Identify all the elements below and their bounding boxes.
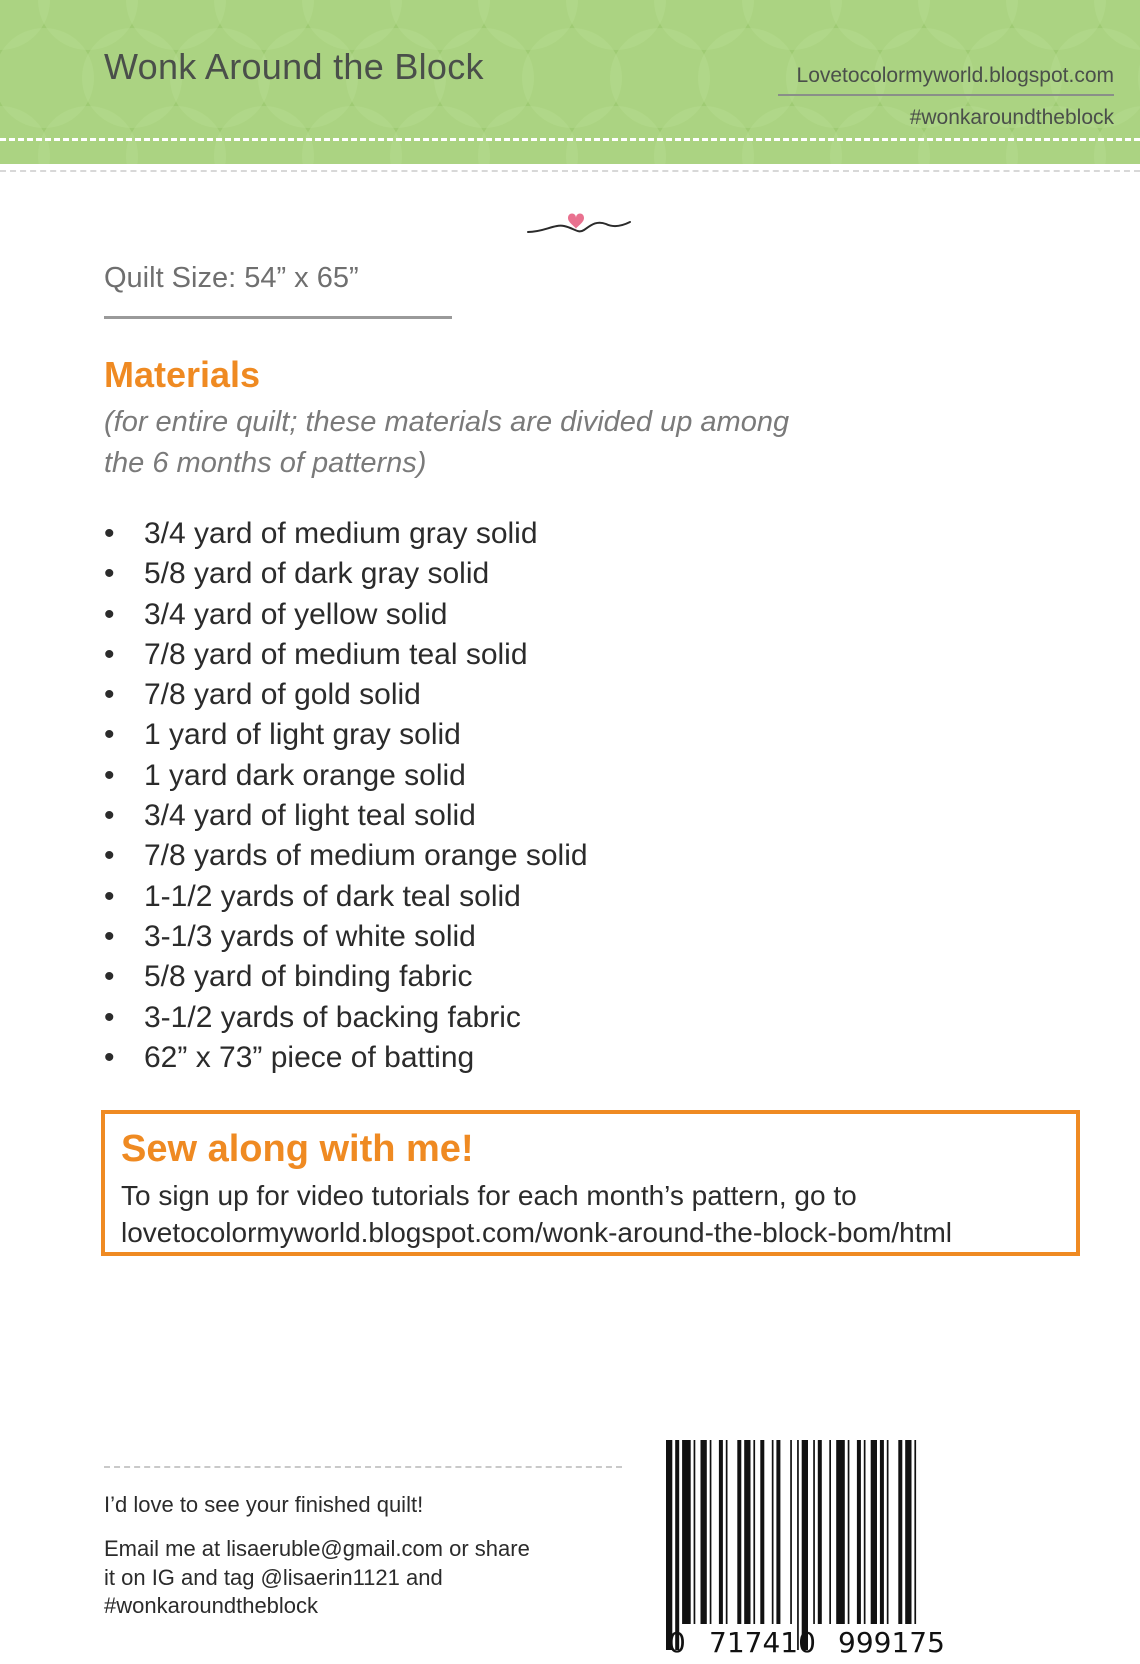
material-item-text: 7/8 yard of gold solid [144, 678, 421, 712]
material-item [104, 796, 588, 836]
barcode-bar [737, 1440, 741, 1624]
barcode-bar [753, 1440, 755, 1624]
bullet-icon: • [104, 557, 115, 591]
material-item [104, 635, 588, 675]
heart-doodle-icon [526, 208, 632, 238]
header-dashed-line [0, 138, 1140, 141]
barcode-bar [710, 1440, 712, 1624]
barcode-bar [675, 1440, 679, 1650]
material-item [104, 514, 588, 554]
bullet-icon: • [104, 839, 115, 873]
bullet-icon: • [104, 718, 115, 752]
sew-along-title: Sew along with me! [121, 1128, 474, 1170]
material-item [104, 756, 588, 796]
header-hashtag: #wonkaroundtheblock [909, 106, 1114, 129]
material-item [104, 675, 588, 715]
material-item-text: 7/8 yard of medium teal solid [144, 637, 528, 671]
footer-dashed-line [104, 1466, 622, 1468]
bullet-icon: • [104, 1000, 115, 1034]
bullet-icon: • [104, 879, 115, 913]
bullet-icon: • [104, 597, 115, 631]
material-item-text: 7/8 yards of medium orange solid [144, 839, 588, 873]
barcode-bar [666, 1440, 672, 1650]
material-item-text: 1 yard dark orange solid [144, 758, 466, 792]
barcode-bar [880, 1440, 884, 1624]
bullet-icon: • [104, 919, 115, 953]
bullet-icon: • [104, 637, 115, 671]
material-item [104, 998, 588, 1038]
sew-along-link[interactable]: lovetocolormyworld.blogspot.com/wonk-around-the-block-bom/html [121, 1217, 953, 1248]
material-item-text: 3/4 yard of medium gray solid [144, 517, 538, 550]
barcode-digits-left: 717410 [709, 1626, 816, 1656]
material-item-text: 3-1/3 yards of white solid [144, 919, 476, 953]
barcode [664, 1440, 964, 1656]
barcode-bar [797, 1440, 799, 1650]
material-item [104, 917, 588, 957]
footer-contact-text: Email me at lisaeruble@gmail.com or share it on IG and tag @lisaerin1121 and #wonkaroundtheblock [104, 1536, 530, 1618]
barcode-bar [772, 1440, 774, 1624]
materials-list [104, 514, 588, 1078]
barcode-bar [802, 1440, 808, 1650]
bullet-icon: • [104, 1040, 115, 1074]
material-item [104, 957, 588, 997]
quilt-size-underline [104, 316, 452, 319]
material-item [104, 877, 588, 917]
material-item [104, 715, 588, 755]
barcode-bar [813, 1440, 815, 1624]
barcode-bar [701, 1440, 707, 1624]
material-item [104, 554, 588, 594]
quilt-size: Quilt Size: 54” x 65” [104, 262, 359, 294]
barcode-digit-first: 0 [668, 1626, 686, 1656]
barcode-bar [848, 1440, 850, 1624]
bullet-icon: • [104, 678, 115, 712]
material-item [104, 1038, 588, 1078]
material-item [104, 595, 588, 635]
material-item-text: 3-1/2 yards of backing fabric [144, 1000, 521, 1034]
material-item [104, 836, 588, 876]
barcode-bar [760, 1440, 764, 1624]
bullet-icon: • [104, 758, 115, 792]
header-banner [0, 0, 1140, 164]
barcode-bar [694, 1440, 696, 1624]
sew-along-box [101, 1110, 1080, 1256]
barcode-bar [864, 1440, 866, 1624]
material-item-text: 5/8 yard of dark gray solid [144, 557, 490, 591]
barcode-bar [682, 1440, 691, 1624]
barcode-bar [744, 1440, 750, 1624]
bullet-icon: • [104, 799, 115, 833]
barcode-bar [719, 1440, 723, 1624]
materials-heading: Materials [104, 354, 261, 395]
material-item-text: 5/8 yard of binding fabric [144, 960, 473, 994]
bullet-icon: • [104, 517, 115, 550]
sew-along-text: To sign up for video tutorials for each month’s pattern, go to [121, 1180, 857, 1211]
barcode-bar [887, 1440, 889, 1624]
barcode-bar [790, 1440, 792, 1624]
barcode-digits-right: 999175 [838, 1626, 945, 1656]
footer-lead-text: I’d love to see your finished quilt! [104, 1492, 424, 1517]
header-url: Lovetocolormyworld.blogspot.com [778, 64, 1114, 96]
barcode-bar [905, 1440, 911, 1624]
barcode-bar [871, 1440, 877, 1624]
barcode-bar [776, 1440, 780, 1624]
barcode-bar [857, 1440, 861, 1624]
material-item-text: 1 yard of light gray solid [144, 718, 461, 752]
materials-note: (for entire quilt; these materials are divided up among the 6 months of patterns) [104, 406, 790, 479]
divider-dashed-line [0, 170, 1140, 172]
material-item-text: 1-1/2 yards of dark teal solid [144, 879, 521, 913]
bullet-icon: • [104, 960, 115, 994]
material-item-text: 3/4 yard of light teal solid [144, 799, 476, 833]
barcode-bar [726, 1440, 728, 1624]
barcode-bar [818, 1440, 822, 1624]
barcode-bar [836, 1440, 845, 1624]
material-item-text: 3/4 yard of yellow solid [144, 597, 448, 631]
barcode-bar [829, 1440, 831, 1624]
barcode-bar [898, 1440, 902, 1624]
barcode-bar [914, 1440, 916, 1624]
material-item-text: 62” x 73” piece of batting [144, 1040, 475, 1074]
header-title: Wonk Around the Block [104, 46, 484, 87]
